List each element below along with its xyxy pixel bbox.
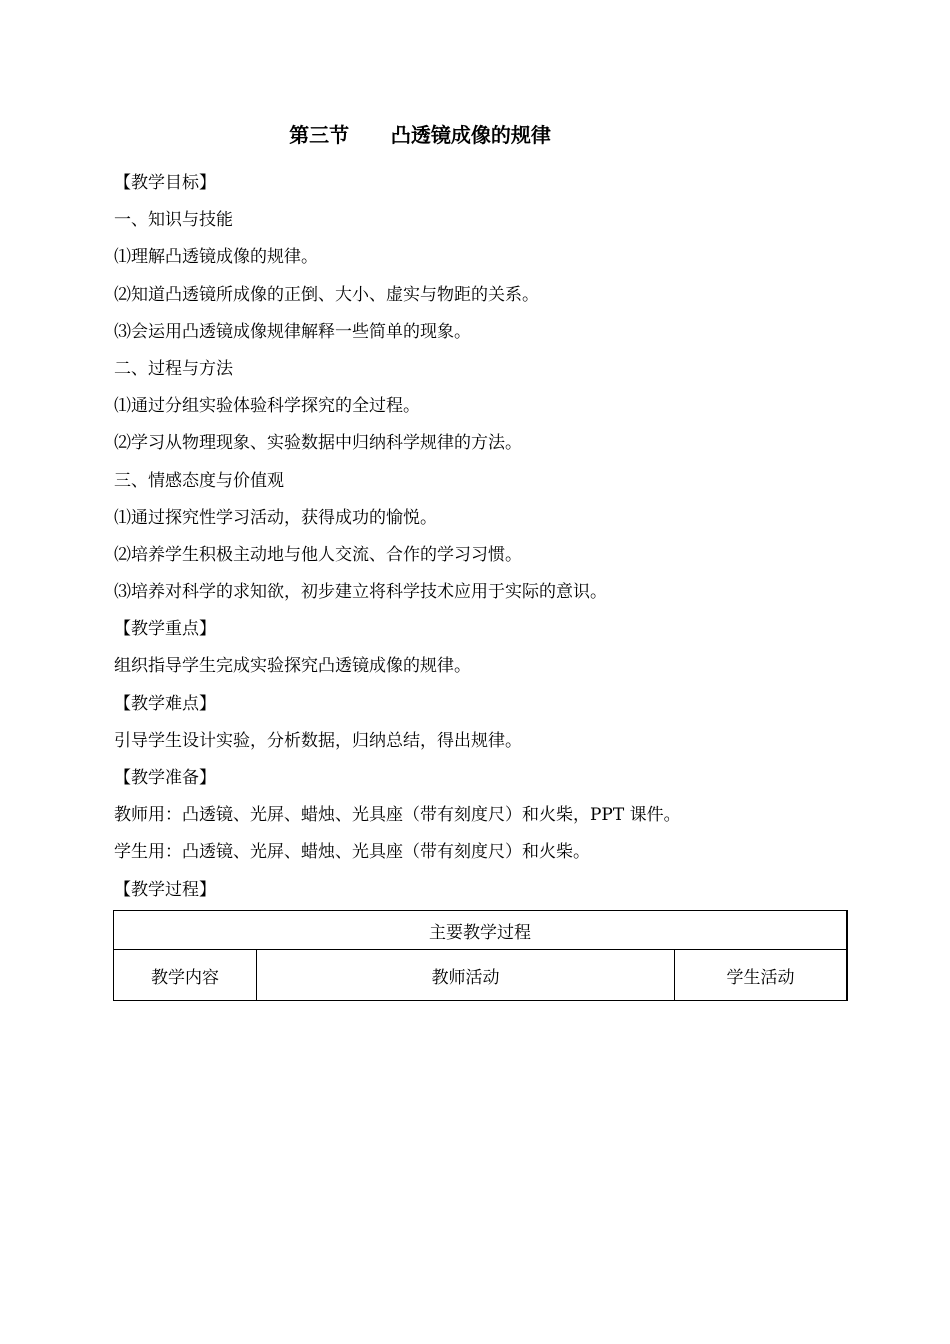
objective-item: ⑴通过探究性学习活动，获得成功的愉悦。: [114, 507, 437, 528]
objective-item: ⑶培养对科学的求知欲，初步建立将科学技术应用于实际的意识。: [114, 582, 607, 603]
subheading-process-method: 二、过程与方法: [114, 358, 233, 379]
column-teaching-content: 教学内容: [114, 950, 257, 1001]
objective-item: ⑵学习从物理现象、实验数据中归纳科学规律的方法。: [114, 433, 522, 454]
section-heading-difficulty: 【教学难点】: [114, 693, 216, 714]
column-teacher-activity: 教师活动: [257, 950, 675, 1001]
section-heading-key-point: 【教学重点】: [114, 619, 216, 640]
subheading-knowledge-skills: 一、知识与技能: [114, 210, 233, 231]
table-header-row: [114, 911, 848, 950]
teacher-materials: 教师用：凸透镜、光屏、蜡烛、光具座（带有刻度尺）和火柴，PPT 课件。: [114, 805, 681, 826]
objective-item: ⑴理解凸透镜成像的规律。: [114, 247, 318, 268]
teaching-process-table: [113, 910, 848, 1001]
table-header-cell: 主要教学过程: [114, 911, 848, 950]
lesson-plan-body: [114, 168, 854, 912]
column-student-activity: 学生活动: [675, 950, 848, 1001]
page-title: 第三节 凸透镜成像的规律: [289, 123, 551, 147]
objective-item: ⑵知道凸透镜所成像的正倒、大小、虚实与物距的关系。: [114, 284, 539, 305]
objective-item: ⑶会运用凸透镜成像规律解释一些简单的现象。: [114, 321, 471, 342]
objective-item: ⑴通过分组实验体验科学探究的全过程。: [114, 396, 420, 417]
student-materials: 学生用：凸透镜、光屏、蜡烛、光具座（带有刻度尺）和火柴。: [114, 842, 590, 863]
objective-item: ⑵培养学生积极主动地与他人交流、合作的学习习惯。: [114, 544, 522, 565]
table-column-row: [114, 950, 848, 1001]
key-point-text: 组织指导学生完成实验探究凸透镜成像的规律。: [114, 656, 471, 677]
difficulty-text: 引导学生设计实验，分析数据，归纳总结，得出规律。: [114, 730, 522, 751]
section-heading-preparation: 【教学准备】: [114, 768, 216, 788]
subheading-attitude-values: 三、情感态度与价值观: [114, 470, 284, 491]
section-heading-objectives: 【教学目标】: [114, 173, 216, 193]
section-heading-process: 【教学过程】: [114, 879, 216, 900]
